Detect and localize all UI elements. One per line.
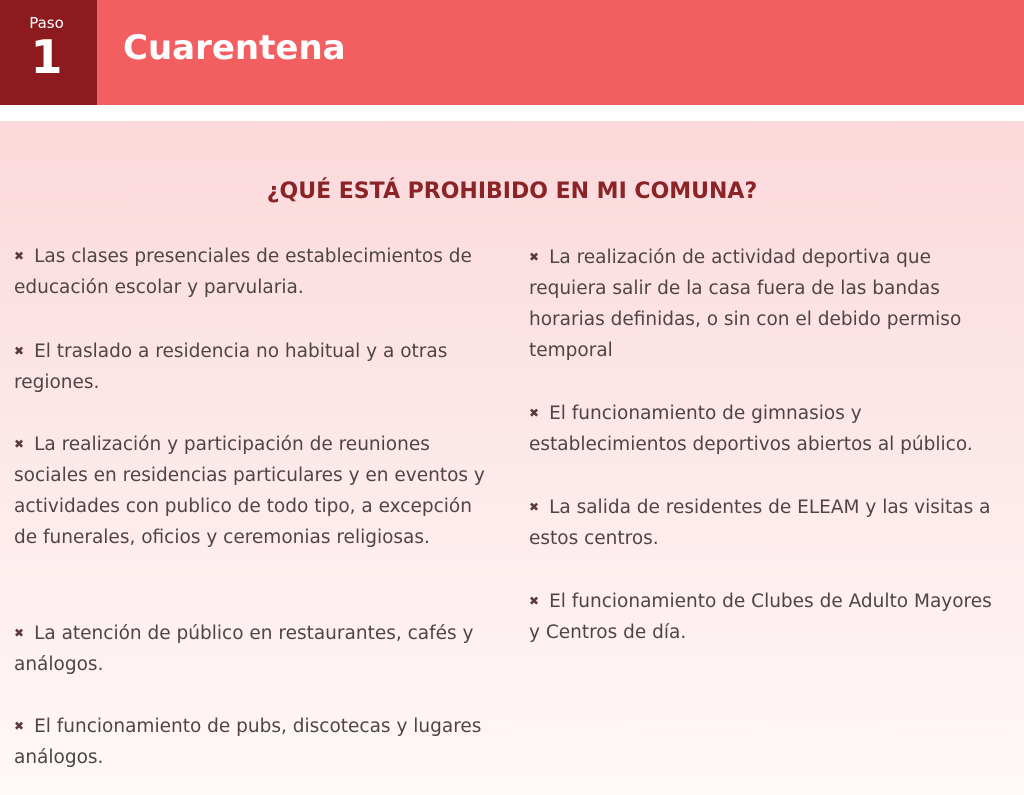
prohibited-item <box>529 492 1007 554</box>
prohibited-item-text: La salida de residentes de ELEAM y las visitas a estos centros. <box>529 497 991 549</box>
prohibited-item-text: La realización y participación de reuniones sociales en residencias particulares y en eventos y actividades con publico de todo tipo, a excepción de funerales, oficios y ceremonias religiosas. <box>14 434 485 548</box>
x-mark-icon: ✖ <box>14 344 25 358</box>
prohibited-item-text: El traslado a residencia no habitual y a otras regiones. <box>14 341 448 393</box>
content-panel <box>0 121 1024 795</box>
x-mark-icon: ✖ <box>14 626 25 640</box>
x-mark-icon: ✖ <box>14 437 25 451</box>
section-question: ¿QUÉ ESTÁ PROHIBIDO EN MI COMUNA? <box>266 179 758 204</box>
prohibited-item-text: Las clases presenciales de establecimientos de educación escolar y parvularia. <box>14 246 472 298</box>
header-title: Cuarentena <box>123 28 346 68</box>
step-header <box>0 0 1024 105</box>
x-mark-icon: ✖ <box>529 250 540 264</box>
prohibited-item-text: La realización de actividad deportiva que requiera salir de la casa fuera de las bandas horarias definidas, o sin con el debido permiso temporal <box>529 247 962 361</box>
step-label: Paso <box>29 14 64 32</box>
prohibited-item <box>529 398 1007 460</box>
prohibited-item <box>529 586 1007 648</box>
prohibited-item-text: La atención de público en restaurantes, cafés y análogos. <box>14 623 474 675</box>
prohibited-item <box>529 242 1007 366</box>
prohibited-item <box>14 241 496 303</box>
prohibited-item <box>14 711 496 773</box>
prohibited-item-text: El funcionamiento de pubs, discotecas y lugares análogos. <box>14 716 482 768</box>
x-mark-icon: ✖ <box>14 719 25 733</box>
prohibited-item <box>14 429 496 553</box>
x-mark-icon: ✖ <box>529 594 540 608</box>
x-mark-icon: ✖ <box>529 406 540 420</box>
x-mark-icon: ✖ <box>529 500 540 514</box>
prohibited-item-text: El funcionamiento de Clubes de Adulto Mayores y Centros de día. <box>529 591 992 643</box>
prohibited-item <box>14 336 496 398</box>
step-number: 1 <box>30 30 63 84</box>
x-mark-icon: ✖ <box>14 249 25 263</box>
prohibited-item-text: El funcionamiento de gimnasios y establecimientos deportivos abiertos al público. <box>529 403 973 455</box>
prohibited-item <box>14 618 496 680</box>
step-badge <box>0 0 97 105</box>
